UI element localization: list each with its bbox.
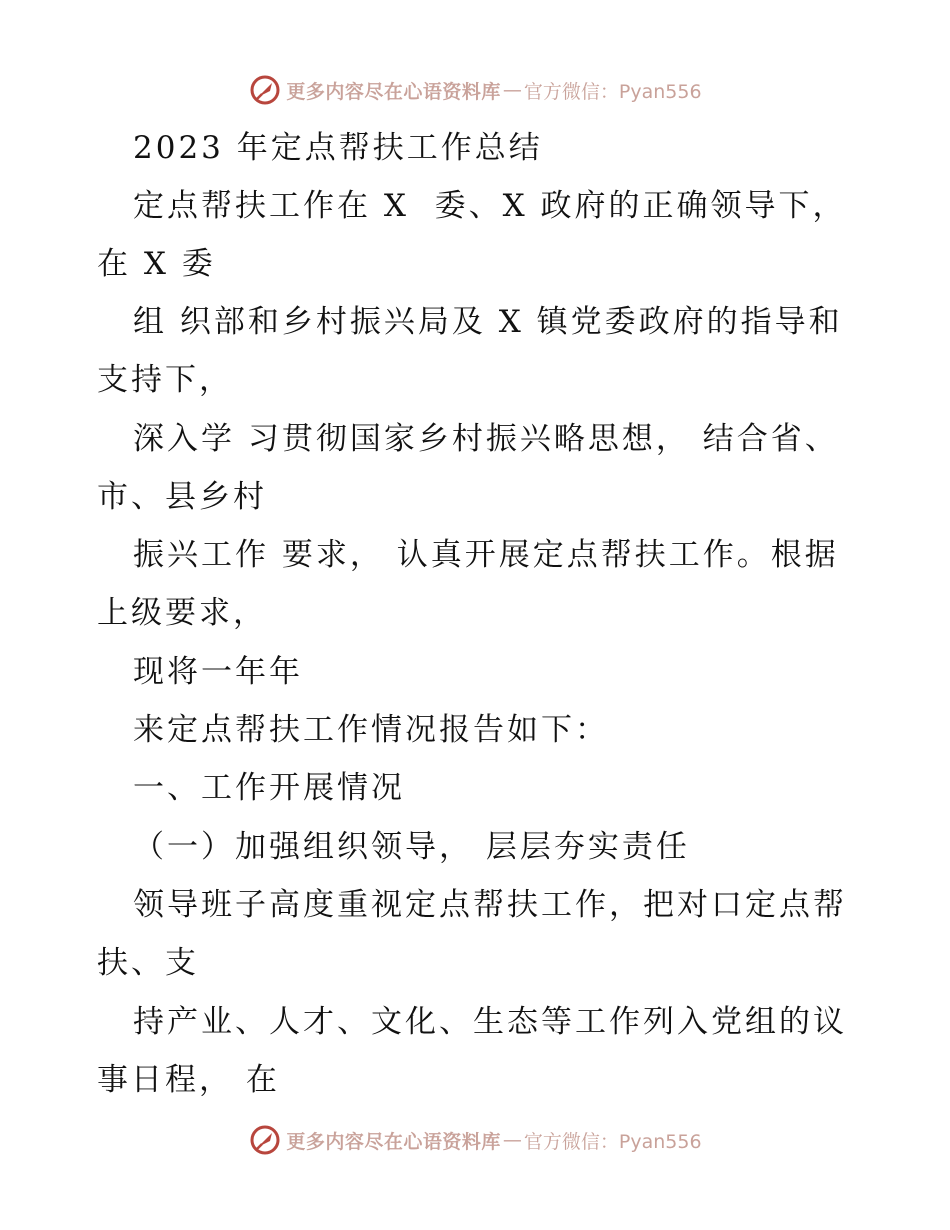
watermark-dash: — <box>502 79 522 101</box>
paragraph-line: 扶、支 <box>97 945 199 981</box>
footer-watermark <box>0 1120 950 1160</box>
paragraph-line: 事日程， 在 <box>97 1062 280 1098</box>
paragraph-line: 现将一年年 <box>133 654 303 690</box>
document-title: 2023 年定点帮扶工作总结 <box>133 130 543 166</box>
paragraph-line: 振兴工作 要求， 认真开展定点帮扶工作。根据 <box>133 537 839 573</box>
paragraph-line: 来定点帮扶工作情况报告如下： <box>133 712 609 748</box>
watermark-brand: 更多内容尽在心语资料库 <box>286 80 501 103</box>
header-watermark <box>0 70 950 110</box>
paragraph-line: 组 织部和乡村振兴局及 X 镇党委政府的指导和 <box>133 304 843 340</box>
paragraph-line: 上级要求， <box>97 595 267 631</box>
paragraph-line: 定点帮扶工作在 X 委、X 政府的正确领导下， <box>133 188 847 224</box>
watermark-wechat: 官方微信：Pyan556 <box>523 1130 702 1153</box>
watermark-brand: 更多内容尽在心语资料库 <box>286 1130 501 1153</box>
quill-logo-icon <box>248 1123 282 1157</box>
watermark-wechat: 官方微信：Pyan556 <box>523 80 702 103</box>
paragraph-line: 深入学 习贯彻国家乡村振兴略思想， 结合省、 <box>133 421 839 457</box>
subsection-heading: （一）加强组织领导， 层层夯实责任 <box>133 829 690 865</box>
watermark-dash: — <box>502 1129 522 1151</box>
quill-logo-icon <box>248 73 282 107</box>
paragraph-line: 领导班子高度重视定点帮扶工作，把对口定点帮 <box>133 887 847 923</box>
paragraph-line: 市、县乡村 <box>97 479 267 515</box>
paragraph-line: 在 X 委 <box>97 246 216 282</box>
section-heading: 一、工作开展情况 <box>133 770 405 806</box>
paragraph-line: 持产业、人才、文化、生态等工作列入党组的议 <box>133 1004 847 1040</box>
paragraph-line: 支持下， <box>97 362 233 398</box>
